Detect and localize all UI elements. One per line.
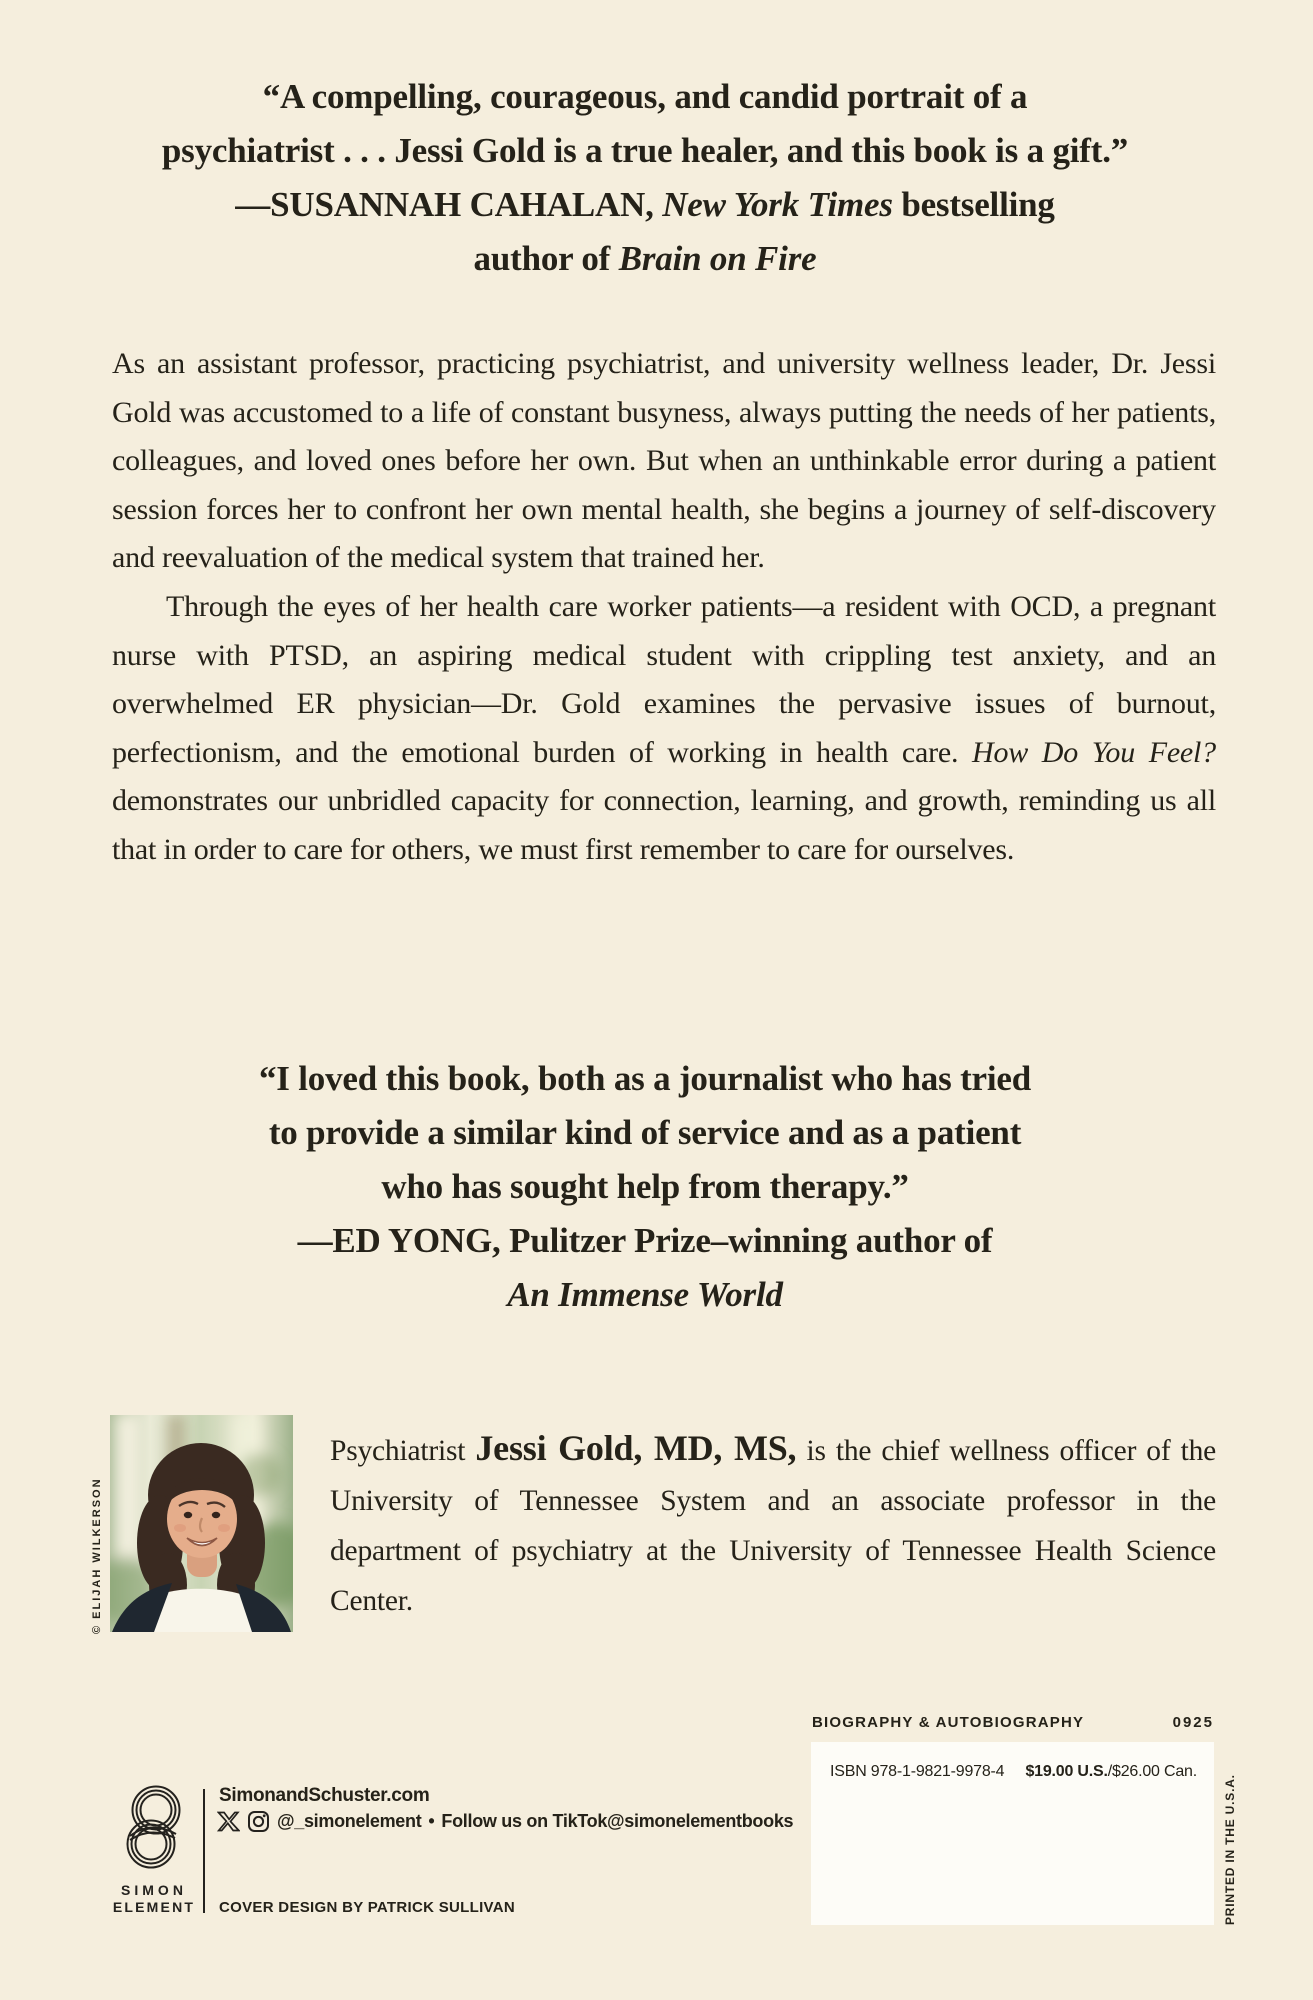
quote-line: to provide a similar kind of service and as a patient: [268, 1113, 1022, 1152]
isbn-row: [811, 1742, 1214, 1781]
instagram-icon: [247, 1810, 270, 1833]
category-row: [812, 1714, 1214, 1731]
publisher-name: [106, 1882, 202, 1916]
bio-text: is the chief wellness officer of the University of Tennessee System and an associate professor in the department of psychiatry at the University of Tennessee Health Science Center.: [330, 1434, 1217, 1617]
quote-attribution: —ED YONG, Pulitzer Prize–winning author of: [297, 1221, 993, 1260]
print-code: 0925: [1172, 1714, 1214, 1731]
synopsis-paragraph-2: [112, 583, 1216, 875]
publisher-name-line1: SIMON: [121, 1882, 187, 1898]
synopsis: [112, 340, 1216, 875]
synopsis-text: demonstrates our unbridled capacity for connection, learning, and growth, reminding us all that in order to care for others, we must first remember to care for ourselves.: [112, 784, 1216, 866]
isbn-box: [811, 1742, 1214, 1925]
synopsis-text: Through the eyes of her health care worker patients—a resident with OCD, a pregnant nurse with PTSD, an aspiring medical student with crippling test anxiety, and an overwhelmed ER physician—Dr. Gold examines the pervasive issues of burnout, perfectionism, and the emotional burden of working in health care.: [112, 589, 1216, 769]
quote-line: psychiatrist . . . Jessi Gold is a true healer, and this book is a gift.”: [161, 131, 1129, 170]
attribution-suffix: bestselling: [892, 185, 1055, 224]
footer-divider: [203, 1789, 205, 1913]
synopsis-paragraph-1: As an assistant professor, practicing psychiatrist, and university wellness leader, Dr. Jessi Gold was accustomed to a life of constant busyness, always putting the needs of her patients, colleagues, and loved ones before her own. But when an unthinkable error during a patient session forces her to confront her own mental health, she begins a journey of self-discovery and reevaluation of the medical system that trained her.: [112, 347, 1216, 575]
category-label: BIOGRAPHY & AUTOBIOGRAPHY: [812, 1714, 1085, 1731]
cover-design-credit: COVER DESIGN BY PATRICK SULLIVAN: [219, 1899, 516, 1916]
author-photo: [110, 1415, 293, 1632]
attribution-book-title: Brain on Fire: [618, 239, 817, 278]
quote-line: “I loved this book, both as a journalist who has tried: [259, 1059, 1031, 1098]
publisher-name-line2: ELEMENT: [112, 1899, 196, 1915]
top-endorsement-quote: [0, 70, 1290, 286]
attribution-publication: New York Times: [662, 185, 893, 224]
isbn-number: ISBN 978-1-9821-9978-4: [830, 1763, 1005, 1780]
attribution-name: —SUSANNAH CAHALAN,: [235, 185, 663, 224]
price-us: $19.00 U.S.: [1025, 1763, 1108, 1780]
quote-line: “A compelling, courageous, and candid portrait of a: [262, 77, 1028, 116]
attribution-book-title: An Immense World: [507, 1275, 783, 1314]
second-endorsement-quote: [0, 1052, 1290, 1322]
author-portrait-illustration: [110, 1415, 293, 1632]
social-follow-text: Follow us on TikTok@simonelementbooks: [441, 1811, 794, 1831]
publisher-logo-icon: [118, 1784, 190, 1878]
book-title: How Do You Feel?: [972, 735, 1216, 769]
attribution-prefix: author of: [473, 239, 619, 278]
printed-in-usa: PRINTED IN THE U.S.A.: [1223, 1774, 1237, 1925]
simon-element-logo: [118, 1784, 190, 1883]
price-can: /$26.00 Can.: [1107, 1763, 1197, 1780]
quote-attribution-line2: [0, 232, 1290, 286]
quote-attribution: [0, 178, 1290, 232]
publisher-website: SimonandSchuster.com: [219, 1785, 430, 1806]
author-name: Jessi Gold, MD, MS,: [475, 1427, 797, 1468]
social-handle: @_simonelement: [277, 1811, 422, 1831]
author-bio: [330, 1426, 1216, 1626]
photo-credit: © ELIJAH WILKERSON: [91, 1477, 103, 1634]
social-separator: •: [428, 1811, 435, 1831]
x-twitter-icon: [217, 1811, 240, 1832]
quote-line: who has sought help from therapy.”: [381, 1167, 909, 1206]
price: [1025, 1763, 1197, 1781]
bio-prefix: Psychiatrist: [330, 1434, 476, 1467]
social-row: [217, 1810, 793, 1833]
